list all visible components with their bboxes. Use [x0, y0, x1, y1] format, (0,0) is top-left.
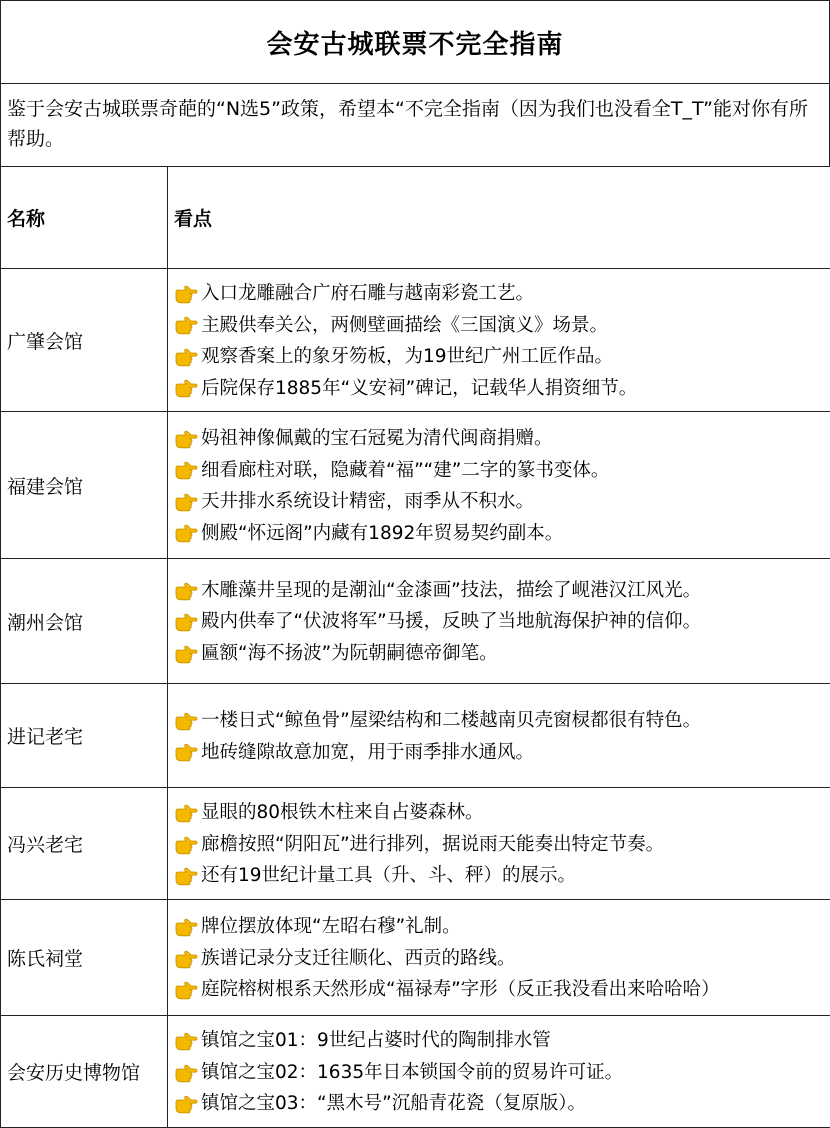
table-body	[1, 167, 830, 1128]
highlight-text: 镇馆之宝02：1635年日本锁国令前的贸易许可证。	[201, 1057, 623, 1089]
attraction-highlights	[168, 788, 830, 900]
attraction-name: 陈氏祠堂	[1, 900, 168, 1016]
pointing-right-hand-icon	[174, 917, 198, 937]
highlight-text: 主殿供奉关公，两侧壁画描绘《三国演义》场景。	[201, 310, 608, 342]
attraction-name: 进记老宅	[1, 684, 168, 788]
pointing-right-hand-icon	[174, 523, 198, 543]
highlight-item	[174, 638, 826, 670]
highlight-text: 镇馆之宝01：9世纪占婆时代的陶制排水管	[201, 1025, 551, 1057]
highlight-item	[174, 737, 826, 769]
highlight-text: 牌位摆放体现“左昭右穆”礼制。	[201, 911, 461, 943]
page-title: 会安古城联票不完全指南	[0, 0, 830, 83]
pointing-right-hand-icon	[174, 612, 198, 632]
highlight-item	[174, 860, 826, 892]
highlight-item	[174, 911, 826, 943]
pointing-right-hand-icon	[174, 1063, 198, 1083]
highlight-text: 显眼的80根铁木柱来自占婆森林。	[201, 797, 484, 829]
pointing-right-hand-icon	[174, 1094, 198, 1114]
pointing-right-hand-icon	[174, 315, 198, 335]
highlight-item	[174, 974, 826, 1006]
highlight-text: 镇馆之宝03：“黑木号”沉船青花瓷（复原版）。	[201, 1088, 586, 1120]
pointing-right-hand-icon	[174, 460, 198, 480]
highlight-item	[174, 486, 826, 518]
attraction-name: 广肇会馆	[1, 269, 168, 412]
highlight-text: 一楼日式“鲸鱼骨”屋梁结构和二楼越南贝壳窗棂都很有特色。	[201, 705, 701, 737]
attraction-highlights	[168, 559, 830, 684]
highlight-item	[174, 341, 826, 373]
attraction-name: 福建会馆	[1, 412, 168, 559]
table-row	[1, 788, 830, 900]
pointing-right-hand-icon	[174, 1031, 198, 1051]
highlight-item	[174, 705, 826, 737]
pointing-right-hand-icon	[174, 866, 198, 886]
highlight-text: 廊檐按照“阴阳瓦”进行排列，据说雨天能奏出特定节奏。	[201, 829, 664, 861]
highlight-item	[174, 575, 826, 607]
highlight-text: 天井排水系统设计精密，雨季从不积水。	[201, 486, 534, 518]
table-row	[1, 684, 830, 788]
column-header-points: 看点	[168, 167, 830, 269]
highlight-item	[174, 829, 826, 861]
highlight-text: 还有19世纪计量工具（升、斗、秤）的展示。	[201, 860, 576, 892]
pointing-right-hand-icon	[174, 284, 198, 304]
table-row	[1, 412, 830, 559]
pointing-right-hand-icon	[174, 980, 198, 1000]
highlight-item	[174, 1025, 826, 1057]
pointing-right-hand-icon	[174, 835, 198, 855]
highlight-text: 后院保存1885年“义安祠”碑记，记载华人捐资细节。	[201, 373, 637, 405]
highlight-item	[174, 1057, 826, 1089]
highlight-item	[174, 455, 826, 487]
pointing-right-hand-icon	[174, 803, 198, 823]
highlight-item	[174, 797, 826, 829]
highlight-text: 侧殿“怀远阁”内藏有1892年贸易契约副本。	[201, 518, 563, 550]
table-row	[1, 1016, 830, 1128]
highlight-item	[174, 606, 826, 638]
highlight-text: 殿内供奉了“伏波将军”马援，反映了当地航海保护神的信仰。	[201, 606, 701, 638]
attraction-name: 冯兴老宅	[1, 788, 168, 900]
highlight-item	[174, 373, 826, 405]
highlight-text: 匾额“海不扬波”为阮朝嗣德帝御笔。	[201, 638, 498, 670]
highlight-item	[174, 278, 826, 310]
highlight-item	[174, 1088, 826, 1120]
attraction-highlights	[168, 269, 830, 412]
table-row	[1, 900, 830, 1016]
pointing-right-hand-icon	[174, 347, 198, 367]
highlight-text: 木雕藻井呈现的是潮汕“金漆画”技法，描绘了岘港汉江风光。	[201, 575, 701, 607]
attraction-name: 会安历史博物馆	[1, 1016, 168, 1128]
highlight-item	[174, 518, 826, 550]
highlight-item	[174, 423, 826, 455]
pointing-right-hand-icon	[174, 949, 198, 969]
intro-paragraph: 鉴于会安古城联票奇葩的“N选5”政策，希望本“不完全指南（因为我们也没看全T_T”能对你有所帮助。	[0, 83, 830, 166]
highlight-text: 妈祖神像佩戴的宝石冠冕为清代闽商捐赠。	[201, 423, 553, 455]
attractions-table	[0, 166, 830, 1128]
attraction-name: 潮州会馆	[1, 559, 168, 684]
table-row	[1, 269, 830, 412]
highlight-text: 细看廊柱对联，隐藏着“福”“建”二字的篆书变体。	[201, 455, 609, 487]
highlight-item	[174, 310, 826, 342]
pointing-right-hand-icon	[174, 711, 198, 731]
table-header-row	[1, 167, 830, 269]
pointing-right-hand-icon	[174, 581, 198, 601]
highlight-text: 族谱记录分支迁往顺化、西贡的路线。	[201, 943, 516, 975]
table-row	[1, 559, 830, 684]
highlight-text: 庭院榕树根系天然形成“福禄寿”字形（反正我没看出来哈哈哈）	[201, 974, 720, 1006]
attraction-highlights	[168, 1016, 830, 1128]
highlight-text: 地砖缝隙故意加宽，用于雨季排水通风。	[201, 737, 534, 769]
attraction-highlights	[168, 684, 830, 788]
attraction-highlights	[168, 412, 830, 559]
pointing-right-hand-icon	[174, 644, 198, 664]
column-header-name: 名称	[1, 167, 168, 269]
highlight-text: 观察香案上的象牙笏板，为19世纪广州工匠作品。	[201, 341, 613, 373]
pointing-right-hand-icon	[174, 742, 198, 762]
pointing-right-hand-icon	[174, 429, 198, 449]
highlight-text: 入口龙雕融合广府石雕与越南彩瓷工艺。	[201, 278, 534, 310]
pointing-right-hand-icon	[174, 378, 198, 398]
highlight-item	[174, 943, 826, 975]
pointing-right-hand-icon	[174, 492, 198, 512]
attraction-highlights	[168, 900, 830, 1016]
